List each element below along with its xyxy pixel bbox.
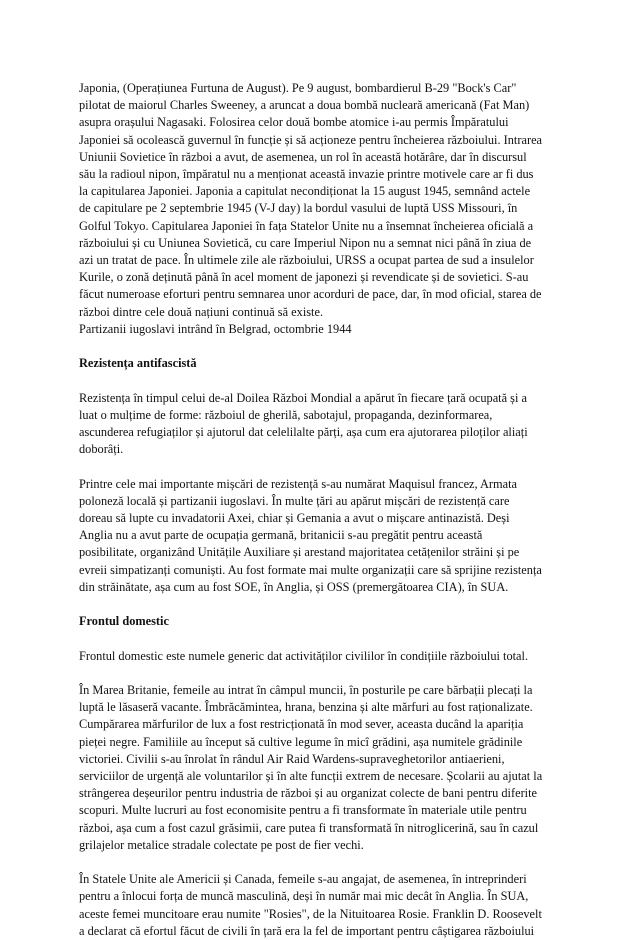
resistance-paragraph-2 — [79, 476, 565, 596]
text-line: pentru a înlocui forța de muncă masculină, deși în număr mai mic decât în Anglia. În SUA, — [79, 889, 529, 904]
text-line: doborâți. — [79, 442, 124, 457]
text-line: Cumpărarea mărfurilor de lux a fost restricționată în mod sever, aceasta ducând la apariția — [79, 717, 524, 732]
text-line: scopuri. Multe lucruri au fost economisite pentru a fi transformate în materiale utile pentru — [79, 803, 527, 818]
text-line: făcut numeroase eforturi pentru semnarea unor acorduri de pace, dar, în mod oficial, starea de — [79, 287, 542, 302]
text-line: În Marea Britanie, femeile au intrat în câmpul muncii, în posturile pe care bărbații plecați la — [79, 683, 533, 698]
home-front-paragraph-3 — [79, 871, 565, 940]
text-line: Rezistența în timpul celui de-al Doilea Război Mondial a apărut în fiecare țară ocupată și a — [79, 390, 527, 405]
text-line: doreau să lupte cu invadatorii Axei, chiar și Gemania a avut o mișcare antinazistă. Deși — [79, 511, 510, 526]
text-line: Japonia, (Operațiunea Furtuna de August). Pe 9 august, bombardierul B-29 "Bock's Car" — [79, 81, 517, 95]
image-caption — [79, 321, 565, 338]
text-line: serviciilor de urgență ale voluntarilor și în alte funcții extrem de necesare. Școlarii au ajutat la — [79, 769, 543, 784]
text-line: poloneză locală și partizanii iugoslavi. În multe țări au apărut mișcări de rezistență care — [79, 493, 510, 508]
text-line: victoriei. Civilii s-au înrolat în rândul Air Raid Wardens-supraveghetorilor antiaerieni, — [79, 751, 505, 766]
text-line: pieței negre. Familiile au început să cultive legume în micî grădini, așa numitele grădinile — [79, 734, 523, 749]
resistance-paragraph-1 — [79, 390, 565, 459]
text-line: posibilitate, organizând Unitățile Auxiliare și arestand majoritatea cetățenilor străini și pe — [79, 545, 520, 560]
text-line: În Statele Unite ale Americii și Canada, femeile s-au angajat, de asemenea, în intreprinderi — [79, 872, 527, 887]
text-line: asupra orașului Nagasaki. Folosirea celor două bombe atomice i-au permis Împăratului — [79, 115, 509, 130]
caption-text: Partizanii iugoslavi intrând în Belgrad, octombrie 1944 — [79, 321, 352, 336]
text-line: Uniunii Sovietice în război a avut, de asemenea, un rol în această hotărâre, dar în discursul — [79, 149, 527, 164]
text-line: Golful Tokyo. Capitularea Japoniei în fața Statelor Unite nu a însemnat încheierea oficială a — [79, 218, 534, 233]
text-line: război, așa cum a fost cazul grăsimii, care putea fi transformată în nitroglicerină, sau în cazul — [79, 820, 539, 835]
text-line: aceste femei muncitoare erau numite "Rosies", de la Nituitoarea Rosie. Franklin D. Roosevelt — [79, 906, 542, 921]
text-line: Printre cele mai importante mișcări de rezistență s-au numărat Maquisul francez, Armata — [79, 476, 518, 491]
text-line: Anglia nu a avut parte de ocupația germană, britanicii s-au pregătit pentru această — [79, 528, 483, 543]
home-front-paragraph-2 — [79, 682, 565, 854]
home-front-paragraph-1 — [79, 648, 565, 665]
section-heading-home-front: Frontul domestic — [79, 614, 169, 629]
text-line: pilotat de maiorul Charles Sweeney, a aruncat a doua bombă nucleară americană (Fat Man) — [79, 98, 530, 113]
text-line: Frontul domestic este numele generic dat activităților civililor în condițiile războiului total. — [79, 648, 529, 663]
text-line: de capitulare pe 2 septembrie 1945 (V-J day) la bordul vasului de luptă USS Missouri, în — [79, 201, 518, 216]
text-line: război dintre cele două națiuni continuă să existe. — [79, 304, 324, 319]
intro-paragraph — [79, 80, 565, 321]
text-line: său la radioul nipon, împăratul nu a menționat această invazie printre motivele care ar fi dus — [79, 167, 534, 182]
text-line: a declarat că efortul făcut de civili în țară era la fel de important pentru câștigarea războiului — [79, 923, 535, 938]
text-line: la capitularea Japoniei. Japonia a capitulat necondiționat la 15 august 1945, semnând actele — [79, 184, 531, 199]
section-heading-resistance: Rezistența antifascistă — [79, 356, 197, 371]
text-line: luptă le lăsaseră vacante. Îmbrăcămintea, hrana, benzina și alte mărfuri au fost raționalizate. — [79, 700, 533, 715]
text-line: azi un tratat de pace. În ultimele zile ale războiului, URSS a ocupat partea de sud a insulelor — [79, 253, 534, 268]
text-line: Kurile, o zonă deținută până în acel moment de japonezi și revendicate și de sovietici. S-au — [79, 270, 529, 285]
text-line: evreii simpatizanți comuniști. Au fost formate mai multe organizații care să sprijine rezistența — [79, 562, 542, 577]
text-line: din străinătate, așa cum au fost SOE, în Anglia, și OSS (premergătoarea CIA), în SUA. — [79, 579, 509, 594]
text-line: luat o mulțime de forme: războiul de gherilă, sabotajul, propaganda, dezinformarea, — [79, 407, 493, 422]
text-line: grilajelor metalice stradale colectate pe post de fier vechi. — [79, 837, 364, 852]
text-line: Japoniei să ocolească guvernul în funcție și să acționeze pentru încheierea războiului. Intrarea — [79, 132, 543, 147]
text-line: strângerea deșeurilor pentru industria de război și au organizat colecte de bani pentru diferite — [79, 786, 538, 801]
text-line: războiului și cu Uniunea Sovietică, cu care Imperiul Nipon nu a semnat nici până în ziua de — [79, 235, 532, 250]
text-line: ascunderea refugiaților și ajutorul dat celelilalte părți, așa cum era ajutorarea piloților aliați — [79, 425, 528, 440]
document-page — [79, 80, 565, 940]
